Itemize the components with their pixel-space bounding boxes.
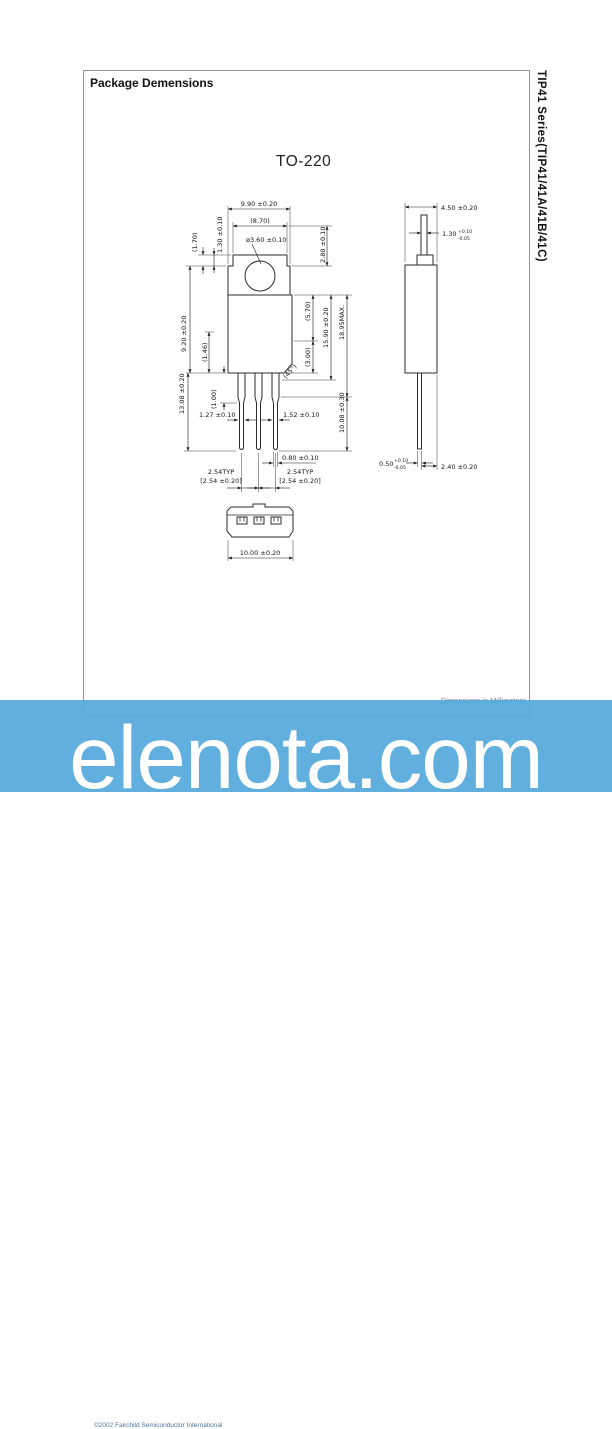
dim-lead-thickness-plus: +0.10 — [394, 459, 409, 464]
package-title: TO-220 — [276, 153, 332, 170]
dim-body-lower-ref: (3.00) — [304, 347, 312, 367]
dim-lead-thickness-value: 0.50 — [379, 460, 394, 468]
dim-pitch-tol-left: [2.54 ±0.20] — [200, 477, 242, 485]
dim-tab-thickness-minus: -0.05 — [458, 237, 470, 242]
dim-body-upper-ref: (5.70) — [304, 301, 312, 321]
dim-lead-width-outer: 1.27 ±0.10 — [199, 411, 236, 419]
dim-width-inner: (8.70) — [250, 217, 270, 225]
dim-hole-dia: ø3.60 ±0.10 — [246, 236, 287, 244]
bottom-view-outline — [227, 504, 293, 537]
dim-width-overall: 9.90 ±0.20 — [240, 200, 278, 208]
dim-tab-step: 1.30 ±0.10 — [216, 216, 224, 253]
dim-tab-thickness-plus: +0.10 — [458, 230, 473, 235]
page-title: Package Demensions — [90, 76, 214, 90]
dim-length-max: 18.95MAX. — [338, 304, 346, 340]
dim-tab-thickness-value: 1.30 — [442, 230, 457, 238]
dim-chamfer: (45°) — [281, 362, 299, 381]
dim-bottom-width: 10.00 ±0.20 — [239, 549, 281, 557]
dim-body-ref: (1.46) — [201, 342, 209, 362]
dim-pitch-tol-right: [2.54 ±0.20] — [279, 477, 321, 485]
dim-shoulder-ref: (1.00) — [210, 389, 218, 409]
dim-lead-thickness: 0.80 ±0.10 — [282, 454, 319, 462]
dim-tab-height: 2.80 ±0.10 — [319, 226, 327, 263]
dim-body-height: 9.20 ±0.20 — [180, 315, 188, 352]
watermark-text: elenota.com — [69, 707, 543, 807]
series-side-label: TIP41 Series(TIP41/41A/41B/41C) — [535, 70, 547, 263]
dim-pitch-typ-right: 2.54TYP — [286, 468, 314, 476]
side-view-outline — [405, 215, 437, 449]
dim-length-mid: 15.90 ±0.20 — [322, 307, 330, 348]
watermark-banner — [0, 700, 612, 1429]
footer-copyright: ©2002 Fairchild Semiconductor International — [94, 1422, 223, 1429]
bottom-view-dimensions — [228, 540, 293, 561]
dim-body-depth: 4.50 ±0.20 — [441, 204, 478, 212]
dim-lead-thickness-minus: -0.05 — [394, 466, 406, 471]
front-view-outline — [228, 255, 292, 450]
dim-tab-ref: (1.70) — [191, 232, 199, 252]
dim-pitch-typ-left: 2.54TYP — [207, 468, 235, 476]
dim-lead-offset: 2.40 ±0.20 — [441, 463, 478, 471]
dim-lead-width-center: 1.52 ±0.10 — [283, 411, 320, 419]
dim-lead-length: 13.08 ±0.20 — [178, 373, 186, 414]
dim-lead-length2: 10.08 ±0.30 — [338, 392, 346, 433]
